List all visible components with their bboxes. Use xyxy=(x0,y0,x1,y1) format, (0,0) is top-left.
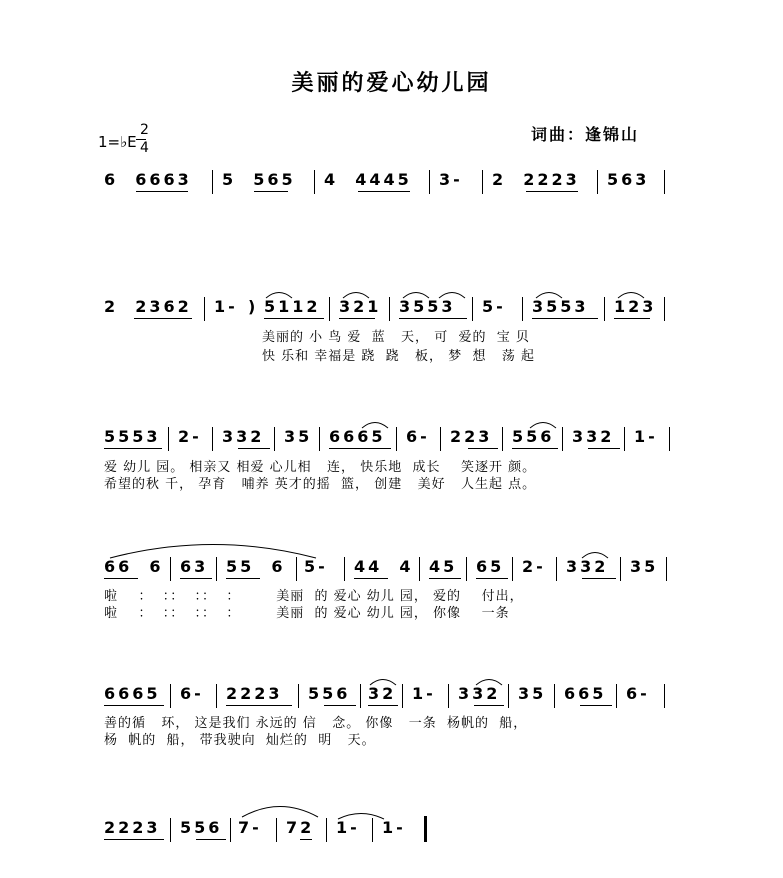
lyric-verse-2: 希望的秋 千， 孕育 哺养 英才的摇 篮， 创建 美好 人生起 点。 xyxy=(104,477,537,492)
barline xyxy=(314,170,315,194)
barline xyxy=(512,557,513,581)
measure: 563 xyxy=(607,170,650,189)
measure: 32 xyxy=(368,684,397,703)
beam xyxy=(526,191,578,192)
barline xyxy=(472,297,473,321)
beam xyxy=(180,578,212,579)
composer-credit: 词曲：逢锦山 xyxy=(531,125,640,144)
measure: 556 xyxy=(180,818,223,837)
measure: 3553 xyxy=(399,297,456,316)
measure: 63 xyxy=(180,557,209,576)
barline xyxy=(274,427,275,451)
slur xyxy=(616,289,646,299)
barline xyxy=(360,684,361,708)
measure: 7- xyxy=(238,818,262,837)
barline xyxy=(344,557,345,581)
measure: 6 6663 xyxy=(104,170,192,189)
measure: 123 xyxy=(614,297,657,316)
beam xyxy=(300,839,312,840)
beam xyxy=(104,448,162,449)
beam xyxy=(226,705,292,706)
measure: 3- xyxy=(439,170,463,189)
beam xyxy=(238,448,270,449)
beam xyxy=(196,839,226,840)
barline xyxy=(508,684,509,708)
measure: 2- xyxy=(178,427,202,446)
barline xyxy=(276,818,277,842)
beam xyxy=(582,578,616,579)
slur xyxy=(401,289,431,299)
barline xyxy=(212,427,213,451)
lyric-verse-1: 啦 ： ：： ：： ： 美丽 的 爱心 幼儿 园， 爱的 付出， xyxy=(104,589,524,604)
barline xyxy=(298,684,299,708)
barline xyxy=(419,557,420,581)
beam xyxy=(226,578,260,579)
measure: 4 4445 xyxy=(324,170,412,189)
final-barline xyxy=(424,816,427,842)
measure: 5112 xyxy=(264,297,321,316)
barline xyxy=(170,557,171,581)
measure: 332 xyxy=(566,557,609,576)
measure: 5- xyxy=(482,297,506,316)
barline xyxy=(482,170,483,194)
barline xyxy=(664,297,665,321)
beam xyxy=(614,318,650,319)
barline xyxy=(448,684,449,708)
lyric-verse-1: 美丽的 小 鸟 爱 蓝 天， 可 爱的 宝 贝 xyxy=(262,330,530,345)
measure: 3553 xyxy=(532,297,589,316)
measure: 6- xyxy=(180,684,204,703)
barline xyxy=(329,297,330,321)
measure: 2223 xyxy=(226,684,283,703)
measure: 332 xyxy=(458,684,501,703)
lyric-verse-1: 善的循 环， 这是我们 永远的 信 念。 你像 一条 杨帆的 船， xyxy=(104,716,528,731)
barline xyxy=(502,427,503,451)
measure: 6665 xyxy=(329,427,386,446)
slur xyxy=(580,549,610,559)
song-title: 美丽的爱心幼儿园 xyxy=(291,71,492,96)
key-signature xyxy=(98,122,158,162)
barline xyxy=(604,297,605,321)
barline xyxy=(554,684,555,708)
slur xyxy=(360,419,390,429)
beam xyxy=(512,448,558,449)
beam xyxy=(339,318,375,319)
beam xyxy=(134,318,192,319)
measure: 35 xyxy=(518,684,547,703)
slur xyxy=(264,289,294,299)
beam xyxy=(476,578,508,579)
measure: 332 xyxy=(572,427,615,446)
measure: 2 2362 xyxy=(104,297,192,316)
barline xyxy=(597,170,598,194)
slur xyxy=(336,810,386,820)
beam xyxy=(104,578,138,579)
lyric-verse-2: 杨 帆的 船， 带我驶向 灿烂的 明 天。 xyxy=(104,733,376,748)
barline xyxy=(372,818,373,842)
barline xyxy=(664,170,665,194)
measure: 665 xyxy=(564,684,607,703)
barline xyxy=(216,684,217,708)
beam xyxy=(368,705,398,706)
barline xyxy=(664,684,665,708)
barline xyxy=(396,427,397,451)
measure: 5 565 xyxy=(222,170,296,189)
measure: 1- xyxy=(412,684,436,703)
slur xyxy=(474,676,504,686)
beam xyxy=(254,191,288,192)
measure: 2223 xyxy=(104,818,161,837)
measure: 55 6 xyxy=(226,557,286,576)
barline xyxy=(556,557,557,581)
barline xyxy=(230,818,231,842)
measure: 6- xyxy=(406,427,430,446)
beam xyxy=(468,448,498,449)
beam xyxy=(324,705,356,706)
beam xyxy=(354,578,388,579)
measure: 1- xyxy=(214,297,238,316)
slur xyxy=(437,289,467,299)
measure: 5553 xyxy=(104,427,161,446)
measure: 6665 xyxy=(104,684,161,703)
measure: 321 xyxy=(339,297,382,316)
barline xyxy=(620,557,621,581)
beam xyxy=(588,448,620,449)
barline xyxy=(212,170,213,194)
barline xyxy=(204,297,205,321)
time-numerator: 2 xyxy=(140,122,149,138)
beam xyxy=(136,191,188,192)
beam xyxy=(329,448,391,449)
barline xyxy=(466,557,467,581)
measure: 332 xyxy=(222,427,265,446)
beam xyxy=(358,191,410,192)
lyric-verse-2: 啦 ： ：： ：： ： 美丽 的 爱心 幼儿 园， 你像 一条 xyxy=(104,606,510,621)
slur xyxy=(534,289,564,299)
barline xyxy=(522,297,523,321)
lyric-verse-2: 快 乐和 幸福是 跷 跷 板， 梦 想 荡 起 xyxy=(262,349,535,364)
measure: 65 xyxy=(476,557,505,576)
measure: 44 4 xyxy=(354,557,414,576)
measure: 2 2223 xyxy=(492,170,580,189)
measure: 1- xyxy=(634,427,658,446)
measure: 5- xyxy=(304,557,328,576)
measure: 72 xyxy=(286,818,315,837)
barline xyxy=(216,557,217,581)
key-label: 1=♭E xyxy=(98,133,137,151)
measure: 6- xyxy=(626,684,650,703)
beam xyxy=(104,839,164,840)
beam xyxy=(104,705,164,706)
barline xyxy=(562,427,563,451)
lyric-verse-1: 爱 幼儿 园。 相亲又 相爱 心儿相 连， 快乐地 成长 笑逐开 颜。 xyxy=(104,460,537,475)
measure: 556 xyxy=(308,684,351,703)
barline xyxy=(616,684,617,708)
barline xyxy=(296,557,297,581)
barline xyxy=(669,427,670,451)
barline xyxy=(168,427,169,451)
barline xyxy=(389,297,390,321)
measure: 35 xyxy=(630,557,659,576)
barline xyxy=(170,684,171,708)
slur xyxy=(368,676,398,686)
beam xyxy=(399,318,467,319)
measure: 223 xyxy=(450,427,493,446)
barline xyxy=(402,684,403,708)
measure: 35 xyxy=(284,427,313,446)
barline xyxy=(326,818,327,842)
measure: 66 6 xyxy=(104,557,164,576)
measure: 45 xyxy=(429,557,458,576)
time-denominator: 4 xyxy=(140,140,149,156)
barline xyxy=(666,557,667,581)
slur xyxy=(341,289,371,299)
beam xyxy=(580,705,612,706)
measure: 556 xyxy=(512,427,555,446)
measure: 2- xyxy=(522,557,546,576)
barline xyxy=(440,427,441,451)
beam xyxy=(429,578,461,579)
measure: 1- xyxy=(382,818,406,837)
barline xyxy=(319,427,320,451)
barline xyxy=(624,427,625,451)
beam xyxy=(532,318,598,319)
barline xyxy=(429,170,430,194)
slur xyxy=(528,419,558,429)
beam xyxy=(264,318,324,319)
beam xyxy=(474,705,504,706)
repeat-marker: ) xyxy=(248,297,256,316)
measure: 1- xyxy=(336,818,360,837)
barline xyxy=(170,818,171,842)
slur xyxy=(240,804,320,818)
